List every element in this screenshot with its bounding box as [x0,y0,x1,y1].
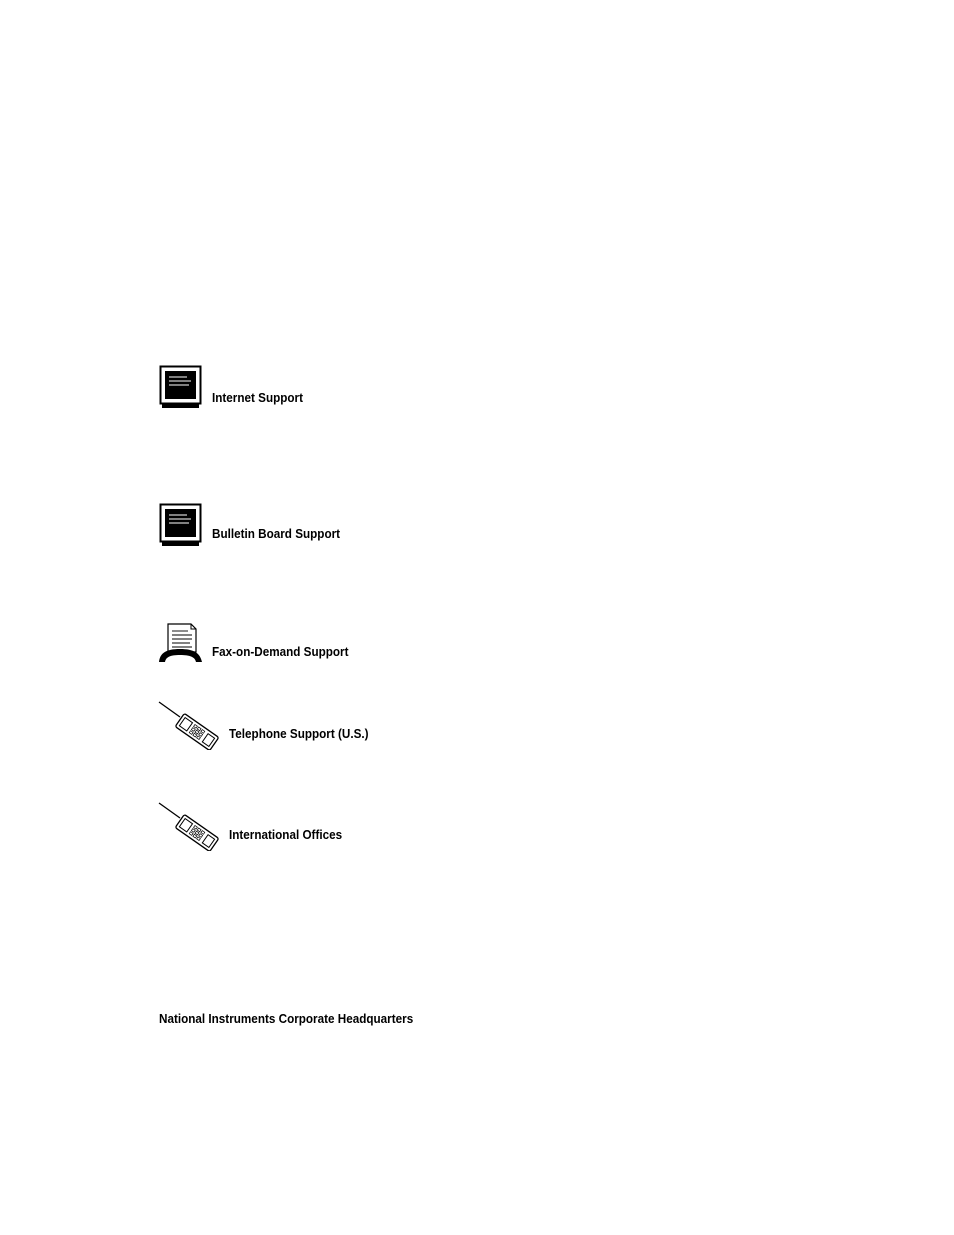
fax-icon [158,622,204,664]
monitor-icon [159,503,203,549]
cellphone-icon [157,700,221,750]
bulletin-board-support-label: Bulletin Board Support [212,526,341,541]
telephone-support-label: Telephone Support (U.S.) [229,726,369,741]
monitor-icon [159,365,203,411]
internet-support-label: Internet Support [212,390,303,405]
international-offices-label: International Offices [229,827,343,842]
corporate-headquarters-label: National Instruments Corporate Headquarters [159,1011,414,1026]
fax-on-demand-support-label: Fax-on-Demand Support [212,644,349,659]
cellphone-icon [157,801,221,851]
